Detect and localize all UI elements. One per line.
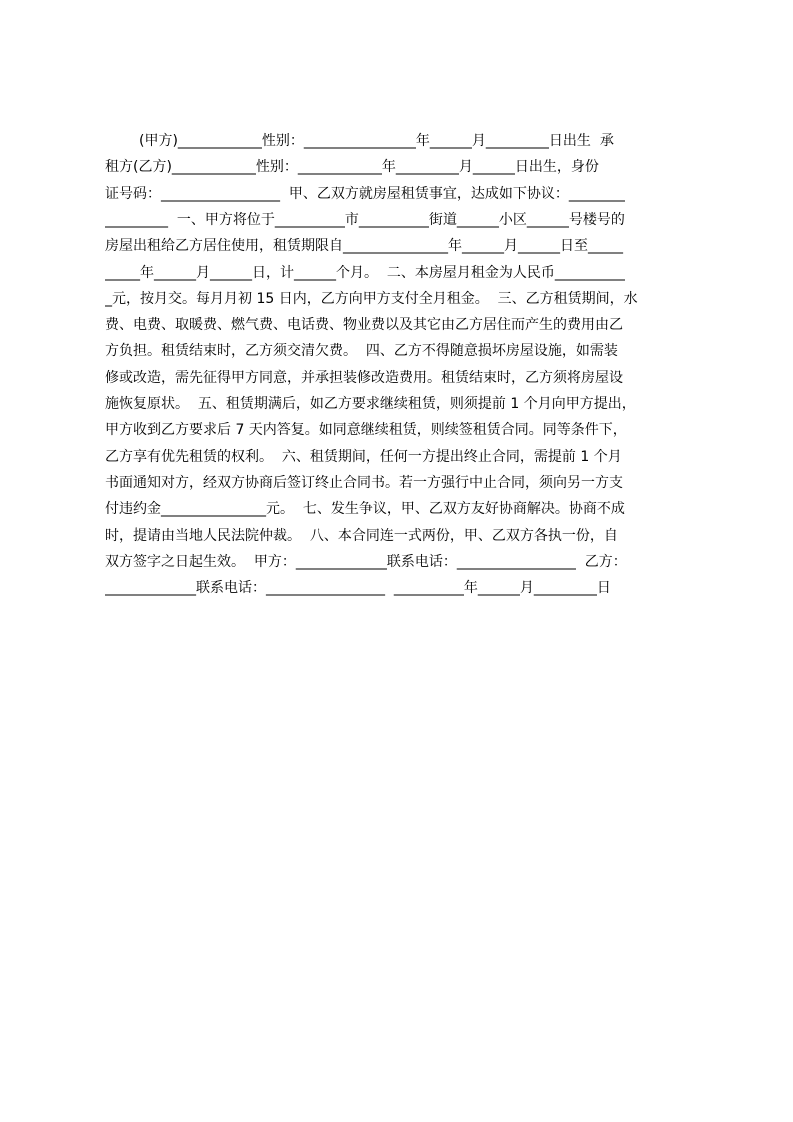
contract-line: 书面通知对方，经双方协商后签订终止合同书。若一方强行中止合同，须向另一方支	[105, 474, 623, 491]
contract-line: (甲方)____________性别：________________年______月_________日出生 承	[139, 133, 614, 149]
contract-line: _____年______月______日，计______个月。 二、本房屋月租金为人民币__________	[105, 264, 625, 281]
contract-line: 证号码：_________________ 甲、乙双方就房屋租赁事宜，达成如下协议：________	[105, 185, 625, 202]
contract-line: 方负担。租赁结束时，乙方须交清欠费。 四、乙方不得随意损坏房屋设施，如需装	[105, 343, 618, 360]
contract-line: 乙方享有优先租赁的权利。 六、租赁期间，任何一方提出终止合同，需提前 1 个月	[105, 448, 622, 465]
contract-line: 房屋出租给乙方居住使用，租赁期限自_______________年______月______日至_____	[105, 238, 623, 255]
contract-line: _________ 一、甲方将位于__________市__________街道______小区______号楼号的	[105, 211, 625, 228]
contract-line: _元，按月交。每月月初 15 日内，乙方向甲方支付全月租金。 三、乙方租赁期间，水	[105, 290, 638, 307]
contract-line: 施恢复原状。 五、租赁期满后，如乙方要求继续租赁，则须提前 1 个月向甲方提出，	[105, 396, 636, 412]
contract-line: 费、电费、取暖费、燃气费、电话费、物业费以及其它由乙方居住而产生的费用由乙	[105, 317, 623, 334]
contract-line: 付违约金_______________元。 七、发生争议，甲、乙双方友好协商解决。协商不成	[105, 501, 625, 518]
contract-line: 修或改造，需先征得甲方同意，并承担装修改造费用。租赁结束时，乙方须将房屋设	[105, 369, 623, 386]
contract-line: 租方(乙方)____________性别：____________年_________月______日出生，身份	[105, 159, 599, 176]
contract-line: 甲方收到乙方要求后 7 天内答复。如同意继续租赁，则续签租赁合同。同等条件下，	[105, 422, 627, 439]
contract-line: _____________联系电话：_________________ __________年______月_________日	[105, 580, 611, 597]
contract-line: 时，提请由当地人民法院仲裁。 八、本合同连一式两份，甲、乙双方各执一份，自	[105, 527, 618, 544]
contract-line: 双方签字之日起生效。 甲方：_____________联系电话：_________________ 乙方：	[105, 553, 627, 570]
